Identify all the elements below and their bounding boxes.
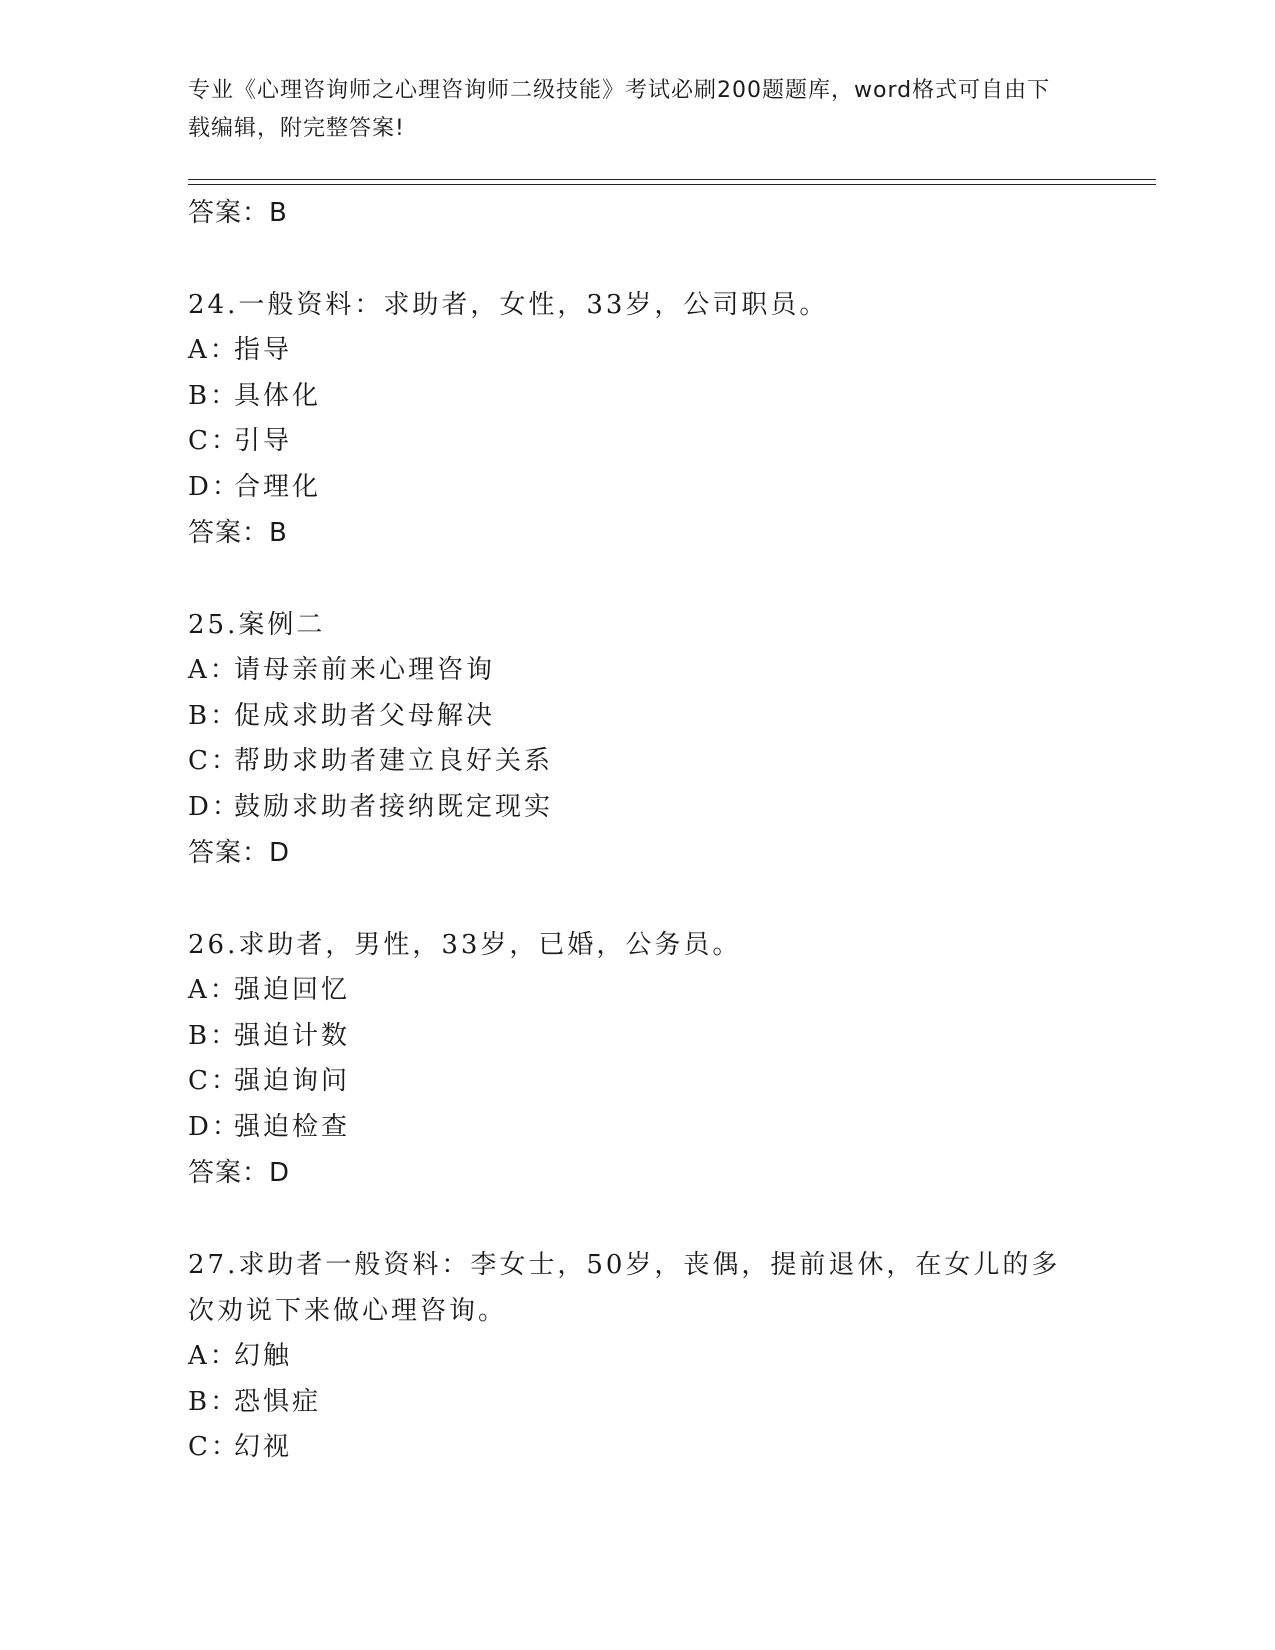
option-text: 幻视 [234,1432,293,1462]
option-d [188,465,1088,511]
question-block [188,922,1088,1196]
question-text: 27.求助者一般资料：李女士，50岁，丧偶，提前退休，在女儿的多次劝说下来做心理咨询。 [188,1250,1061,1326]
option-text: 帮助求助者建立良好关系 [234,746,554,776]
option-text: 指导 [234,335,293,365]
answer-line: 答案：D [188,1158,291,1188]
option-key: C： [188,426,240,456]
option-b [188,374,1088,420]
answer-line: 答案：B [188,518,288,548]
question-content [188,190,1088,1471]
option-a [188,328,1088,374]
question-block [188,282,1088,556]
option-a [188,648,1088,694]
option-key: A： [188,1341,239,1371]
question-text: 26.求助者，男性，33岁，已婚，公务员。 [188,930,742,960]
option-text: 强迫计数 [234,1020,351,1051]
option-key: D： [188,1111,241,1142]
header-rule-bottom [188,184,1156,185]
option-a [188,968,1088,1014]
option-c [188,1059,1088,1105]
option-key: C： [188,1432,240,1462]
option-c [188,419,1088,465]
question-block [188,1242,1088,1471]
option-d [188,1105,1088,1151]
option-text: 促成求助者父母解决 [234,700,496,731]
option-text: 恐惧症 [234,1386,322,1417]
option-b [188,1380,1088,1426]
option-key: D： [188,791,241,822]
option-text: 合理化 [234,471,322,502]
option-c [188,1425,1088,1471]
option-text: 强迫检查 [234,1111,351,1142]
option-text: 强迫回忆 [234,975,351,1005]
option-text: 幻触 [234,1341,293,1371]
option-key: D： [188,471,241,502]
option-text: 鼓励求助者接纳既定现实 [234,791,554,822]
option-key: C： [188,1066,240,1096]
option-a [188,1334,1088,1380]
option-key: A： [188,975,239,1005]
option-key: B： [188,380,240,411]
option-key: B： [188,1386,240,1417]
option-text: 请母亲前来心理咨询 [234,655,496,685]
answer-line: 答案：B [188,198,288,228]
option-text: 具体化 [234,380,322,411]
option-key: A： [188,655,239,685]
option-key: B： [188,700,240,731]
option-key: A： [188,335,239,365]
document-header: 专业《心理咨询师之心理咨询师二级技能》考试必刷200题题库，word格式可自由下载编辑，附完整答案! [188,78,1051,141]
option-b [188,694,1088,740]
option-b [188,1014,1088,1060]
question-text: 25.案例二 [188,610,326,640]
option-key: C： [188,746,240,776]
option-text: 强迫询问 [234,1066,351,1096]
header-rule-top [188,179,1156,180]
option-key: B： [188,1020,240,1051]
option-d [188,785,1088,831]
option-text: 引导 [234,426,293,456]
question-block [188,602,1088,876]
question-text: 24.一般资料：求助者，女性，33岁，公司职员。 [188,290,829,320]
option-c [188,739,1088,785]
answer-line: 答案：D [188,838,291,868]
